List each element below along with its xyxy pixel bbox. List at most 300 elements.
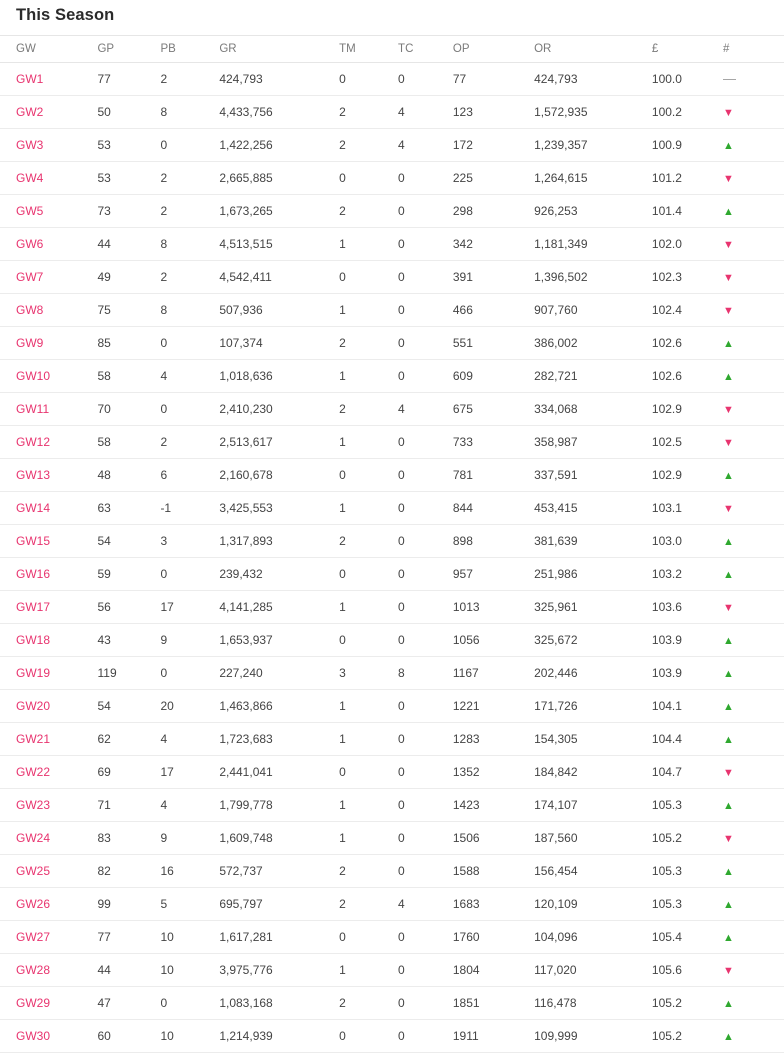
cell-overall-rank: 187,560	[534, 822, 652, 855]
cell-overall-points: 466	[453, 294, 534, 327]
cell-rank-movement	[723, 723, 784, 756]
cell-points-bench: 8	[160, 228, 219, 261]
gameweek-link[interactable]: GW21	[16, 732, 51, 746]
cell-gameweek	[0, 855, 97, 888]
cell-rank-movement	[723, 624, 784, 657]
cell-overall-rank: 325,961	[534, 591, 652, 624]
column-header-gp[interactable]: GP	[97, 36, 160, 63]
gameweek-link[interactable]: GW27	[16, 930, 51, 944]
cell-transfers: 2	[339, 393, 398, 426]
cell-points-bench: -1	[160, 492, 219, 525]
cell-gameweek-rank: 1,018,636	[219, 360, 339, 393]
column-header-move[interactable]: #	[723, 36, 784, 63]
table-row	[0, 756, 784, 789]
cell-rank-movement	[723, 1020, 784, 1053]
cell-points-bench: 0	[160, 987, 219, 1020]
cell-transfer-cost: 0	[398, 228, 453, 261]
cell-gameweek-rank: 1,609,748	[219, 822, 339, 855]
cell-transfers: 0	[339, 1020, 398, 1053]
cell-transfers: 0	[339, 558, 398, 591]
table-row	[0, 393, 784, 426]
cell-rank-movement	[723, 294, 784, 327]
cell-overall-rank: 358,987	[534, 426, 652, 459]
table-row	[0, 690, 784, 723]
rank-movement-up-icon: ▲	[722, 866, 734, 878]
cell-overall-points: 1683	[453, 888, 534, 921]
cell-gameweek	[0, 459, 97, 492]
table-header	[0, 36, 784, 63]
cell-gameweek	[0, 426, 97, 459]
rank-movement-down-icon: ▼	[722, 437, 734, 449]
cell-points-bench: 10	[160, 954, 219, 987]
cell-gameweek	[0, 327, 97, 360]
cell-overall-rank: 386,002	[534, 327, 652, 360]
cell-transfers: 1	[339, 723, 398, 756]
cell-overall-points: 1588	[453, 855, 534, 888]
cell-points-bench: 0	[160, 657, 219, 690]
table-row	[0, 657, 784, 690]
cell-overall-rank: 120,109	[534, 888, 652, 921]
cell-transfer-cost: 0	[398, 954, 453, 987]
cell-gameweek-rank: 572,737	[219, 855, 339, 888]
cell-overall-rank: 381,639	[534, 525, 652, 558]
cell-overall-rank: 154,305	[534, 723, 652, 756]
cell-team-value: 105.3	[652, 855, 723, 888]
gameweek-link[interactable]: GW8	[16, 303, 44, 317]
cell-points: 73	[97, 195, 160, 228]
cell-points-bench: 8	[160, 294, 219, 327]
cell-overall-rank: 453,415	[534, 492, 652, 525]
table-row	[0, 789, 784, 822]
cell-gameweek	[0, 63, 97, 96]
cell-overall-points: 1167	[453, 657, 534, 690]
cell-points-bench: 10	[160, 1020, 219, 1053]
column-header-money[interactable]: £	[652, 36, 723, 63]
cell-points: 62	[97, 723, 160, 756]
cell-team-value: 103.9	[652, 624, 723, 657]
cell-gameweek	[0, 1020, 97, 1053]
cell-points: 60	[97, 1020, 160, 1053]
cell-transfer-cost: 0	[398, 624, 453, 657]
cell-points: 77	[97, 63, 160, 96]
cell-transfer-cost: 0	[398, 525, 453, 558]
cell-points: 77	[97, 921, 160, 954]
cell-points-bench: 4	[160, 789, 219, 822]
cell-overall-rank: 1,396,502	[534, 261, 652, 294]
cell-overall-rank: 1,181,349	[534, 228, 652, 261]
cell-points-bench: 5	[160, 888, 219, 921]
cell-transfers: 1	[339, 426, 398, 459]
cell-points-bench: 0	[160, 327, 219, 360]
cell-gameweek-rank: 107,374	[219, 327, 339, 360]
cell-rank-movement	[723, 657, 784, 690]
cell-points-bench: 8	[160, 96, 219, 129]
cell-team-value: 102.6	[652, 327, 723, 360]
cell-team-value: 100.2	[652, 96, 723, 129]
rank-movement-up-icon: ▲	[722, 899, 734, 911]
cell-gameweek-rank: 4,513,515	[219, 228, 339, 261]
cell-gameweek	[0, 723, 97, 756]
table-row	[0, 96, 784, 129]
cell-transfer-cost: 0	[398, 492, 453, 525]
cell-gameweek	[0, 558, 97, 591]
gameweek-link[interactable]: GW12	[16, 435, 51, 449]
table-row	[0, 591, 784, 624]
cell-transfers: 2	[339, 888, 398, 921]
cell-points: 59	[97, 558, 160, 591]
cell-transfers: 0	[339, 756, 398, 789]
cell-points: 83	[97, 822, 160, 855]
column-header-op[interactable]: OP	[453, 36, 534, 63]
gameweek-link[interactable]: GW16	[16, 567, 51, 581]
cell-transfer-cost: 0	[398, 162, 453, 195]
cell-rank-movement	[723, 591, 784, 624]
rank-movement-up-icon: ▲	[722, 338, 734, 350]
cell-transfers: 1	[339, 591, 398, 624]
gameweek-link[interactable]: GW11	[16, 402, 50, 416]
cell-points-bench: 17	[160, 756, 219, 789]
gameweek-link[interactable]: GW5	[16, 204, 44, 218]
cell-points-bench: 0	[160, 393, 219, 426]
cell-gameweek-rank: 1,653,937	[219, 624, 339, 657]
cell-gameweek-rank: 2,160,678	[219, 459, 339, 492]
cell-transfers: 0	[339, 624, 398, 657]
cell-gameweek-rank: 2,410,230	[219, 393, 339, 426]
table-row	[0, 888, 784, 921]
cell-overall-rank: 1,264,615	[534, 162, 652, 195]
cell-gameweek-rank: 2,665,885	[219, 162, 339, 195]
cell-gameweek	[0, 789, 97, 822]
cell-rank-movement	[723, 921, 784, 954]
cell-overall-rank: 926,253	[534, 195, 652, 228]
cell-transfer-cost: 0	[398, 459, 453, 492]
cell-rank-movement	[723, 459, 784, 492]
gameweek-link[interactable]: GW28	[16, 963, 51, 977]
gameweek-link[interactable]: GW2	[16, 105, 44, 119]
cell-overall-points: 898	[453, 525, 534, 558]
cell-overall-points: 391	[453, 261, 534, 294]
table-row	[0, 63, 784, 96]
cell-gameweek-rank: 1,799,778	[219, 789, 339, 822]
table-row	[0, 921, 784, 954]
rank-movement-down-icon: ▼	[722, 107, 734, 119]
cell-transfers: 1	[339, 822, 398, 855]
cell-team-value: 105.3	[652, 789, 723, 822]
cell-transfer-cost: 0	[398, 360, 453, 393]
rank-movement-down-icon: ▼	[722, 503, 734, 515]
gameweek-link[interactable]: GW3	[16, 138, 44, 152]
gameweek-link[interactable]: GW1	[16, 72, 44, 86]
cell-team-value: 100.0	[652, 63, 723, 96]
gameweek-link[interactable]: GW29	[16, 996, 51, 1010]
cell-gameweek	[0, 954, 97, 987]
rank-movement-down-icon: ▼	[722, 272, 734, 284]
cell-gameweek	[0, 393, 97, 426]
cell-gameweek-rank: 1,617,281	[219, 921, 339, 954]
cell-points-bench: 0	[160, 129, 219, 162]
cell-points-bench: 9	[160, 624, 219, 657]
rank-movement-down-icon: ▼	[722, 305, 734, 317]
cell-points: 44	[97, 954, 160, 987]
cell-rank-movement	[723, 525, 784, 558]
cell-transfer-cost: 0	[398, 1020, 453, 1053]
cell-points-bench: 4	[160, 360, 219, 393]
cell-rank-movement	[723, 987, 784, 1020]
cell-points-bench: 4	[160, 723, 219, 756]
cell-points: 56	[97, 591, 160, 624]
table-row	[0, 987, 784, 1020]
cell-points-bench: 2	[160, 63, 219, 96]
cell-gameweek-rank: 1,083,168	[219, 987, 339, 1020]
cell-gameweek	[0, 690, 97, 723]
cell-team-value: 103.0	[652, 525, 723, 558]
cell-transfer-cost: 0	[398, 789, 453, 822]
column-header-gr[interactable]: GR	[219, 36, 339, 63]
cell-points-bench: 10	[160, 921, 219, 954]
cell-points: 54	[97, 690, 160, 723]
cell-rank-movement	[723, 162, 784, 195]
cell-transfer-cost: 4	[398, 129, 453, 162]
cell-transfers: 2	[339, 327, 398, 360]
cell-points-bench: 9	[160, 822, 219, 855]
gameweek-link[interactable]: GW13	[16, 468, 51, 482]
cell-overall-rank: 1,572,935	[534, 96, 652, 129]
rank-movement-down-icon: ▼	[722, 833, 734, 845]
cell-overall-points: 225	[453, 162, 534, 195]
cell-overall-points: 733	[453, 426, 534, 459]
cell-gameweek	[0, 624, 97, 657]
table-row	[0, 855, 784, 888]
cell-transfer-cost: 0	[398, 591, 453, 624]
cell-team-value: 100.9	[652, 129, 723, 162]
cell-rank-movement	[723, 129, 784, 162]
cell-transfer-cost: 0	[398, 63, 453, 96]
cell-gameweek-rank: 3,425,553	[219, 492, 339, 525]
cell-overall-points: 1352	[453, 756, 534, 789]
cell-rank-movement	[723, 327, 784, 360]
cell-overall-rank: 174,107	[534, 789, 652, 822]
cell-overall-rank: 117,020	[534, 954, 652, 987]
cell-overall-rank: 282,721	[534, 360, 652, 393]
gameweek-link[interactable]: GW9	[16, 336, 44, 350]
cell-gameweek-rank: 4,141,285	[219, 591, 339, 624]
cell-points-bench: 3	[160, 525, 219, 558]
cell-transfers: 2	[339, 129, 398, 162]
cell-gameweek	[0, 888, 97, 921]
table-row	[0, 162, 784, 195]
gameweek-link[interactable]: GW19	[16, 666, 51, 680]
cell-gameweek	[0, 921, 97, 954]
cell-overall-points: 781	[453, 459, 534, 492]
cell-overall-rank: 171,726	[534, 690, 652, 723]
rank-movement-down-icon: ▼	[722, 767, 734, 779]
cell-rank-movement	[723, 888, 784, 921]
cell-transfers: 2	[339, 195, 398, 228]
cell-transfer-cost: 4	[398, 393, 453, 426]
cell-transfer-cost: 0	[398, 261, 453, 294]
cell-points: 43	[97, 624, 160, 657]
cell-gameweek	[0, 987, 97, 1020]
cell-points-bench: 2	[160, 426, 219, 459]
gameweek-link[interactable]: GW20	[16, 699, 51, 713]
cell-gameweek-rank: 1,317,893	[219, 525, 339, 558]
cell-gameweek-rank: 3,975,776	[219, 954, 339, 987]
cell-points-bench: 6	[160, 459, 219, 492]
cell-team-value: 104.1	[652, 690, 723, 723]
rank-movement-down-icon: ▼	[722, 173, 734, 185]
cell-gameweek-rank: 4,433,756	[219, 96, 339, 129]
table-row	[0, 261, 784, 294]
cell-overall-points: 1283	[453, 723, 534, 756]
gameweek-link[interactable]: GW17	[16, 600, 51, 614]
table-row	[0, 459, 784, 492]
cell-points: 54	[97, 525, 160, 558]
cell-transfers: 1	[339, 492, 398, 525]
cell-gameweek	[0, 195, 97, 228]
cell-overall-points: 1760	[453, 921, 534, 954]
cell-gameweek	[0, 96, 97, 129]
gameweek-link[interactable]: GW18	[16, 633, 51, 647]
column-header-pb[interactable]: PB	[160, 36, 219, 63]
cell-transfer-cost: 0	[398, 987, 453, 1020]
cell-gameweek-rank: 424,793	[219, 63, 339, 96]
rank-movement-up-icon: ▲	[722, 536, 734, 548]
column-header-tm[interactable]: TM	[339, 36, 398, 63]
cell-team-value: 102.5	[652, 426, 723, 459]
rank-movement-up-icon: ▲	[722, 1031, 734, 1043]
cell-gameweek	[0, 492, 97, 525]
gameweek-link[interactable]: GW24	[16, 831, 51, 845]
cell-gameweek	[0, 228, 97, 261]
gameweek-link[interactable]: GW26	[16, 897, 51, 911]
cell-points: 50	[97, 96, 160, 129]
cell-overall-rank: 251,986	[534, 558, 652, 591]
table-header-row	[0, 36, 784, 63]
cell-gameweek	[0, 162, 97, 195]
rank-movement-up-icon: ▲	[722, 998, 734, 1010]
cell-overall-points: 123	[453, 96, 534, 129]
cell-transfers: 0	[339, 63, 398, 96]
cell-gameweek	[0, 294, 97, 327]
cell-overall-points: 172	[453, 129, 534, 162]
cell-overall-points: 957	[453, 558, 534, 591]
cell-gameweek	[0, 360, 97, 393]
cell-transfer-cost: 0	[398, 690, 453, 723]
season-history-table	[0, 35, 784, 1053]
cell-transfer-cost: 0	[398, 426, 453, 459]
cell-rank-movement	[723, 360, 784, 393]
gameweek-link[interactable]: GW6	[16, 237, 44, 251]
rank-movement-up-icon: ▲	[722, 734, 734, 746]
cell-gameweek-rank: 4,542,411	[219, 261, 339, 294]
gameweek-link[interactable]: GW30	[16, 1029, 51, 1043]
cell-team-value: 103.6	[652, 591, 723, 624]
rank-movement-up-icon: ▲	[722, 668, 734, 680]
rank-movement-down-icon: ▼	[722, 602, 734, 614]
column-header-or[interactable]: OR	[534, 36, 652, 63]
cell-points: 58	[97, 360, 160, 393]
cell-team-value: 102.9	[652, 393, 723, 426]
cell-transfers: 0	[339, 162, 398, 195]
cell-rank-movement	[723, 195, 784, 228]
cell-overall-points: 609	[453, 360, 534, 393]
cell-overall-points: 77	[453, 63, 534, 96]
cell-team-value: 101.2	[652, 162, 723, 195]
cell-gameweek-rank: 1,422,256	[219, 129, 339, 162]
rank-movement-up-icon: ▲	[722, 140, 734, 152]
cell-overall-rank: 116,478	[534, 987, 652, 1020]
cell-overall-points: 1911	[453, 1020, 534, 1053]
cell-team-value: 102.4	[652, 294, 723, 327]
cell-overall-points: 844	[453, 492, 534, 525]
gameweek-link[interactable]: GW10	[16, 369, 51, 383]
cell-transfers: 2	[339, 987, 398, 1020]
cell-transfers: 1	[339, 294, 398, 327]
cell-gameweek-rank: 1,463,866	[219, 690, 339, 723]
table-row	[0, 129, 784, 162]
cell-overall-rank: 156,454	[534, 855, 652, 888]
cell-gameweek	[0, 822, 97, 855]
gameweek-link[interactable]: GW7	[16, 270, 44, 284]
cell-rank-movement	[723, 63, 784, 96]
cell-transfer-cost: 0	[398, 195, 453, 228]
cell-team-value: 103.1	[652, 492, 723, 525]
cell-points: 53	[97, 162, 160, 195]
column-header-gw[interactable]: GW	[0, 36, 97, 63]
table-row	[0, 360, 784, 393]
gameweek-link[interactable]: GW22	[16, 765, 51, 779]
gameweek-link[interactable]: GW23	[16, 798, 51, 812]
cell-rank-movement	[723, 789, 784, 822]
page-title: This Season	[16, 6, 115, 24]
table-row	[0, 294, 784, 327]
cell-transfers: 2	[339, 525, 398, 558]
cell-overall-points: 1851	[453, 987, 534, 1020]
cell-transfers: 2	[339, 855, 398, 888]
cell-rank-movement	[723, 96, 784, 129]
cell-points: 49	[97, 261, 160, 294]
cell-team-value: 103.9	[652, 657, 723, 690]
column-header-tc[interactable]: TC	[398, 36, 453, 63]
cell-overall-points: 1056	[453, 624, 534, 657]
gameweek-link[interactable]: GW25	[16, 864, 51, 878]
table-row	[0, 228, 784, 261]
cell-gameweek-rank: 507,936	[219, 294, 339, 327]
gameweek-link[interactable]: GW4	[16, 171, 44, 185]
cell-points: 119	[97, 657, 160, 690]
cell-gameweek-rank: 2,513,617	[219, 426, 339, 459]
cell-rank-movement	[723, 954, 784, 987]
cell-transfer-cost: 0	[398, 921, 453, 954]
cell-points: 44	[97, 228, 160, 261]
gameweek-link[interactable]: GW15	[16, 534, 51, 548]
cell-overall-rank: 202,446	[534, 657, 652, 690]
cell-points: 48	[97, 459, 160, 492]
cell-transfers: 2	[339, 96, 398, 129]
rank-movement-down-icon: ▼	[722, 404, 734, 416]
cell-overall-points: 1506	[453, 822, 534, 855]
cell-transfer-cost: 0	[398, 723, 453, 756]
cell-overall-points: 1221	[453, 690, 534, 723]
cell-gameweek-rank: 239,432	[219, 558, 339, 591]
cell-team-value: 102.9	[652, 459, 723, 492]
cell-team-value: 102.3	[652, 261, 723, 294]
cell-overall-rank: 184,842	[534, 756, 652, 789]
cell-transfers: 3	[339, 657, 398, 690]
gameweek-link[interactable]: GW14	[16, 501, 51, 515]
cell-rank-movement	[723, 393, 784, 426]
cell-transfers: 0	[339, 459, 398, 492]
